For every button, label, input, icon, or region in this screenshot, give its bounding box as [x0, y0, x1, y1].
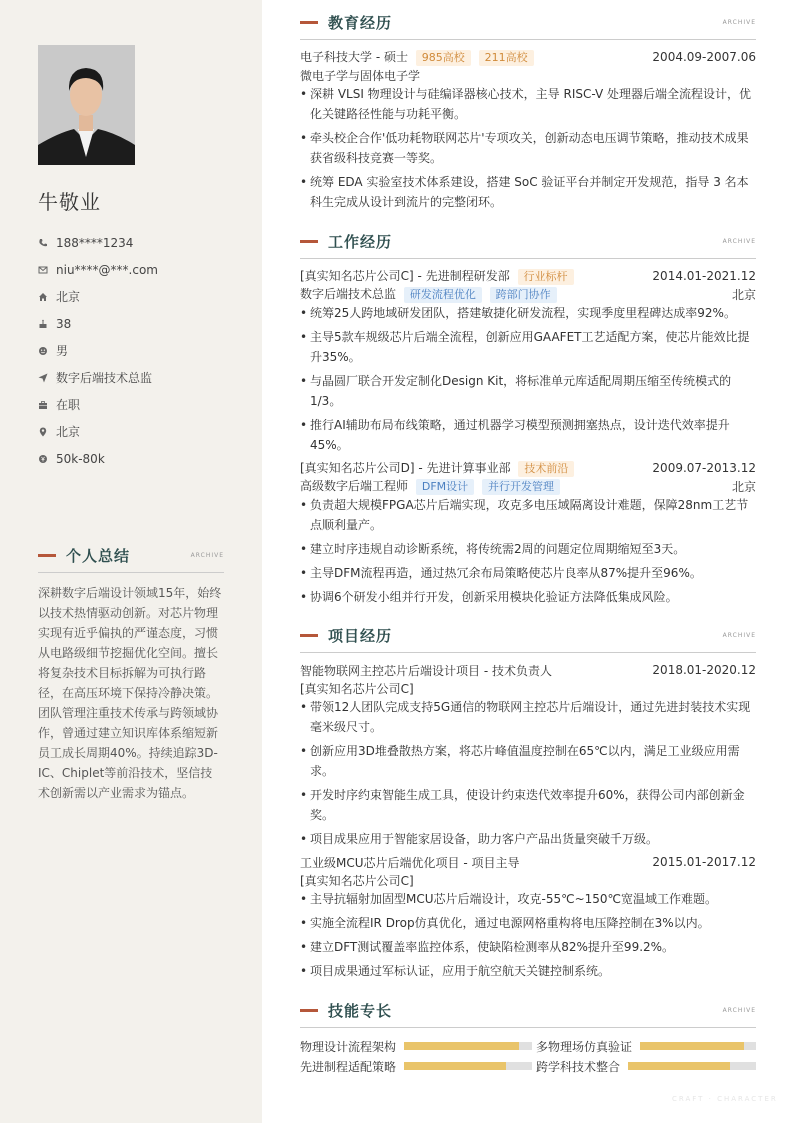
list-item: • 建立DFT测试覆盖率监控体系，使缺陷检测率从82%提升至99.2%。 [300, 937, 756, 957]
list-item: • 实施全流程IR Drop仿真优化，通过电源网格重构将电压降控制在3%以内。 [300, 913, 756, 933]
job-header [300, 267, 756, 285]
section-accent-bar [300, 21, 318, 24]
list-item: • 与晶圆厂联合开发定制化Design Kit，将标准单元库适配周期压缩至传统模式的1/3。 [300, 371, 756, 411]
job-city: 北京 [731, 287, 756, 302]
skills-header [300, 1000, 756, 1020]
skill-name: 多物理场仿真验证 [536, 1039, 633, 1054]
job-tag: 技术前沿 [518, 461, 574, 477]
job-entry [300, 267, 756, 455]
education-section [300, 12, 756, 216]
work-header [300, 231, 756, 251]
projects-header [300, 625, 756, 645]
skill-item [300, 1038, 536, 1054]
age-text: 38 [56, 316, 72, 331]
skills-title: 技能专长 [328, 1001, 393, 1020]
home-text: 北京 [56, 290, 81, 304]
list-item: • 负责超大规模FPGA芯片后端实现，攻克多电压域隔离设计难题，保障28nm工艺节点顺利量产。 [300, 495, 756, 535]
project-company-row [300, 679, 756, 697]
section-divider [38, 572, 224, 573]
skill-bar [404, 1062, 532, 1070]
job-header [300, 459, 756, 477]
contact-info [38, 229, 238, 472]
project-bullets [300, 697, 756, 849]
list-item: • 建立时序违规自动诊断系统，将传统需2周的问题定位周期缩短至3天。 [300, 539, 756, 559]
project-header [300, 661, 756, 679]
email-icon [38, 265, 48, 275]
job-role: 数字后端技术总监 [300, 287, 397, 301]
list-item: • 统筹25人跨地域研发团队，搭建敏捷化研发流程，实现季度里程碑达成率92%。 [300, 303, 756, 323]
summary-archive-tag: ARCHIVE [190, 551, 224, 559]
project-date: 2015.01-2017.12 [652, 855, 756, 869]
list-item: • 牵头校企合作'低功耗物联网芯片'专项攻关，创新动态电压调节策略，推动技术成果获省级科技竞赛一等奖。 [300, 128, 756, 168]
role-tag: 研发流程优化 [404, 287, 482, 303]
info-status [38, 391, 238, 418]
send-icon [38, 373, 48, 383]
role-tag: 并行开发管理 [482, 479, 560, 495]
info-gender [38, 337, 238, 364]
role-tag: DFM设计 [416, 479, 474, 495]
skill-item [536, 1038, 756, 1054]
phone-text: 188****1234 [56, 235, 134, 250]
candidate-name: 牛敬业 [38, 190, 101, 214]
info-location [38, 418, 238, 445]
education-bullets [300, 84, 756, 212]
section-accent-bar [38, 554, 56, 557]
list-item: • 推行AI辅助布局布线策略，通过机器学习模型预测拥塞热点，设计迭代效率提升45%。 [300, 415, 756, 455]
role-tag: 跨部门协作 [490, 287, 557, 303]
summary-section [38, 545, 224, 803]
job-bullets [300, 495, 756, 607]
education-header [300, 12, 756, 32]
info-position [38, 364, 238, 391]
job-date: 2009.07-2013.12 [652, 461, 756, 475]
info-home [38, 283, 238, 310]
projects-title: 项目经历 [328, 626, 393, 645]
list-item: • 项目成果通过军标认证，应用于航空航天关键控制系统。 [300, 961, 756, 981]
skill-fill [640, 1042, 744, 1050]
job-role: 高级数字后端工程师 [300, 479, 409, 493]
skills-archive-tag: ARCHIVE [722, 1006, 756, 1014]
location-icon [38, 427, 48, 437]
project-company-row [300, 871, 756, 889]
skill-fill [628, 1062, 730, 1070]
education-major [300, 66, 756, 84]
info-email [38, 256, 238, 283]
cake-icon [38, 319, 48, 329]
phone-icon [38, 238, 48, 248]
job-bullets [300, 303, 756, 455]
summary-title: 个人总结 [66, 546, 131, 565]
skill-item [300, 1058, 536, 1074]
list-item: • 主导DFM流程再造，通过热冗余布局策略使芯片良率从87%提升至96%。 [300, 563, 756, 583]
info-salary [38, 445, 238, 472]
email-text: niu****@***.com [56, 262, 158, 277]
projects-section [300, 625, 756, 985]
info-age [38, 310, 238, 337]
project-entry [300, 661, 756, 849]
profile-photo [38, 45, 135, 165]
info-phone [38, 229, 238, 256]
education-archive-tag: ARCHIVE [722, 18, 756, 26]
job-tag: 行业标杆 [518, 269, 574, 285]
list-item: • 深耕 VLSI 物理设计与硅编译器核心技术，主导 RISC-V 处理器后端全流程设计，优化关键路径性能与功耗平衡。 [300, 84, 756, 124]
list-item: • 协调6个研发小组并行开发，创新采用模块化验证方法降低集成风险。 [300, 587, 756, 607]
skill-name: 跨学科技术整合 [536, 1059, 621, 1074]
job-company: [真实知名芯片公司C] - 先进制程研发部 [300, 269, 510, 283]
gender-text: 男 [56, 344, 69, 358]
project-name: 智能物联网主控芯片后端设计项目 - 技术负责人 [300, 663, 552, 678]
sidebar [0, 0, 262, 1123]
list-item: • 创新应用3D堆叠散热方案，将芯片峰值温度控制在65℃以内，满足工业级应用需求。 [300, 741, 756, 781]
job-company: [真实知名芯片公司D] - 先进计算事业部 [300, 461, 511, 475]
home-icon [38, 292, 48, 302]
briefcase-icon [38, 400, 48, 410]
skill-name: 先进制程适配策略 [300, 1059, 397, 1074]
job-role-row [300, 477, 756, 495]
skill-bar [640, 1042, 756, 1050]
list-item: • 主导抗辐射加固型MCU芯片后端设计，攻克-55℃~150℃宽温域工作难题。 [300, 889, 756, 909]
skill-item [536, 1058, 756, 1074]
job-role-row [300, 285, 756, 303]
project-bullets [300, 889, 756, 981]
skill-name: 物理设计流程架构 [300, 1039, 397, 1054]
school-tag: 985高校 [416, 50, 471, 66]
education-entry-header [300, 48, 756, 66]
section-accent-bar [300, 634, 318, 637]
skills-grid [300, 1038, 756, 1074]
gender-icon [38, 346, 48, 356]
job-date: 2014.01-2021.12 [652, 269, 756, 283]
skills-section [300, 1000, 756, 1074]
job-city: 北京 [731, 479, 756, 494]
skill-bar [628, 1062, 756, 1070]
project-company: [真实知名芯片公司C] [300, 873, 414, 888]
school-tag: 211高校 [479, 50, 534, 66]
salary-text: 50k-80k [56, 451, 105, 466]
summary-header [38, 545, 224, 565]
work-archive-tag: ARCHIVE [722, 237, 756, 245]
project-date: 2018.01-2020.12 [652, 663, 756, 677]
salary-icon [38, 454, 48, 464]
section-accent-bar [300, 1009, 318, 1012]
location-text: 北京 [56, 425, 81, 439]
list-item: • 项目成果应用于智能家居设备，助力客户产品出货量突破千万级。 [300, 829, 756, 849]
skill-fill [404, 1062, 506, 1070]
education-title: 教育经历 [328, 13, 393, 32]
summary-text: 深耕数字后端设计领域15年，始终以技术热情驱动创新。对芯片物理实现有近乎偏执的严谨态度，习惯从电路级细节挖掘优化空间。擅长将复杂技术目标拆解为可执行路径，在高压环境下保持冷静决策。团队管理注重技术传承与跨领域协作，曾通过建立知识库体系缩短新员工成长周期40%。持续追踪3D-IC、Chiplet等前沿技术，坚信技术创新需以产业需求为锚点。 [38, 586, 222, 800]
major-text: 微电子学与固体电子学 [300, 68, 421, 83]
status-text: 在职 [56, 398, 81, 412]
projects-archive-tag: ARCHIVE [722, 631, 756, 639]
project-company: [真实知名芯片公司C] [300, 681, 414, 696]
project-entry [300, 853, 756, 981]
work-title: 工作经历 [328, 232, 393, 251]
list-item: • 带领12人团队完成支持5G通信的物联网主控芯片后端设计，通过先进封装技术实现毫米级尺寸。 [300, 697, 756, 737]
education-date: 2004.09-2007.06 [652, 50, 756, 64]
list-item: • 开发时序约束智能生成工具，使设计约束迭代效率提升60%，获得公司内部创新金奖。 [300, 785, 756, 825]
project-header [300, 853, 756, 871]
list-item: • 统筹 EDA 实验室技术体系建设，搭建 SoC 验证平台并制定开发规范，指导 3 名本科生完成从设计到流片的完整闭环。 [300, 172, 756, 212]
project-name: 工业级MCU芯片后端优化项目 - 项目主导 [300, 855, 520, 870]
work-section [300, 231, 756, 611]
skill-fill [404, 1042, 519, 1050]
position-text: 数字后端技术总监 [56, 371, 153, 385]
watermark: CRAFT · CHARACTER [672, 1095, 778, 1103]
job-entry [300, 459, 756, 607]
school-name: 电子科技大学 - 硕士 [300, 50, 408, 64]
skill-bar [404, 1042, 532, 1050]
section-accent-bar [300, 240, 318, 243]
list-item: • 主导5款车规级芯片后端全流程，创新应用GAAFET工艺适配方案，使芯片能效比提升35%。 [300, 327, 756, 367]
